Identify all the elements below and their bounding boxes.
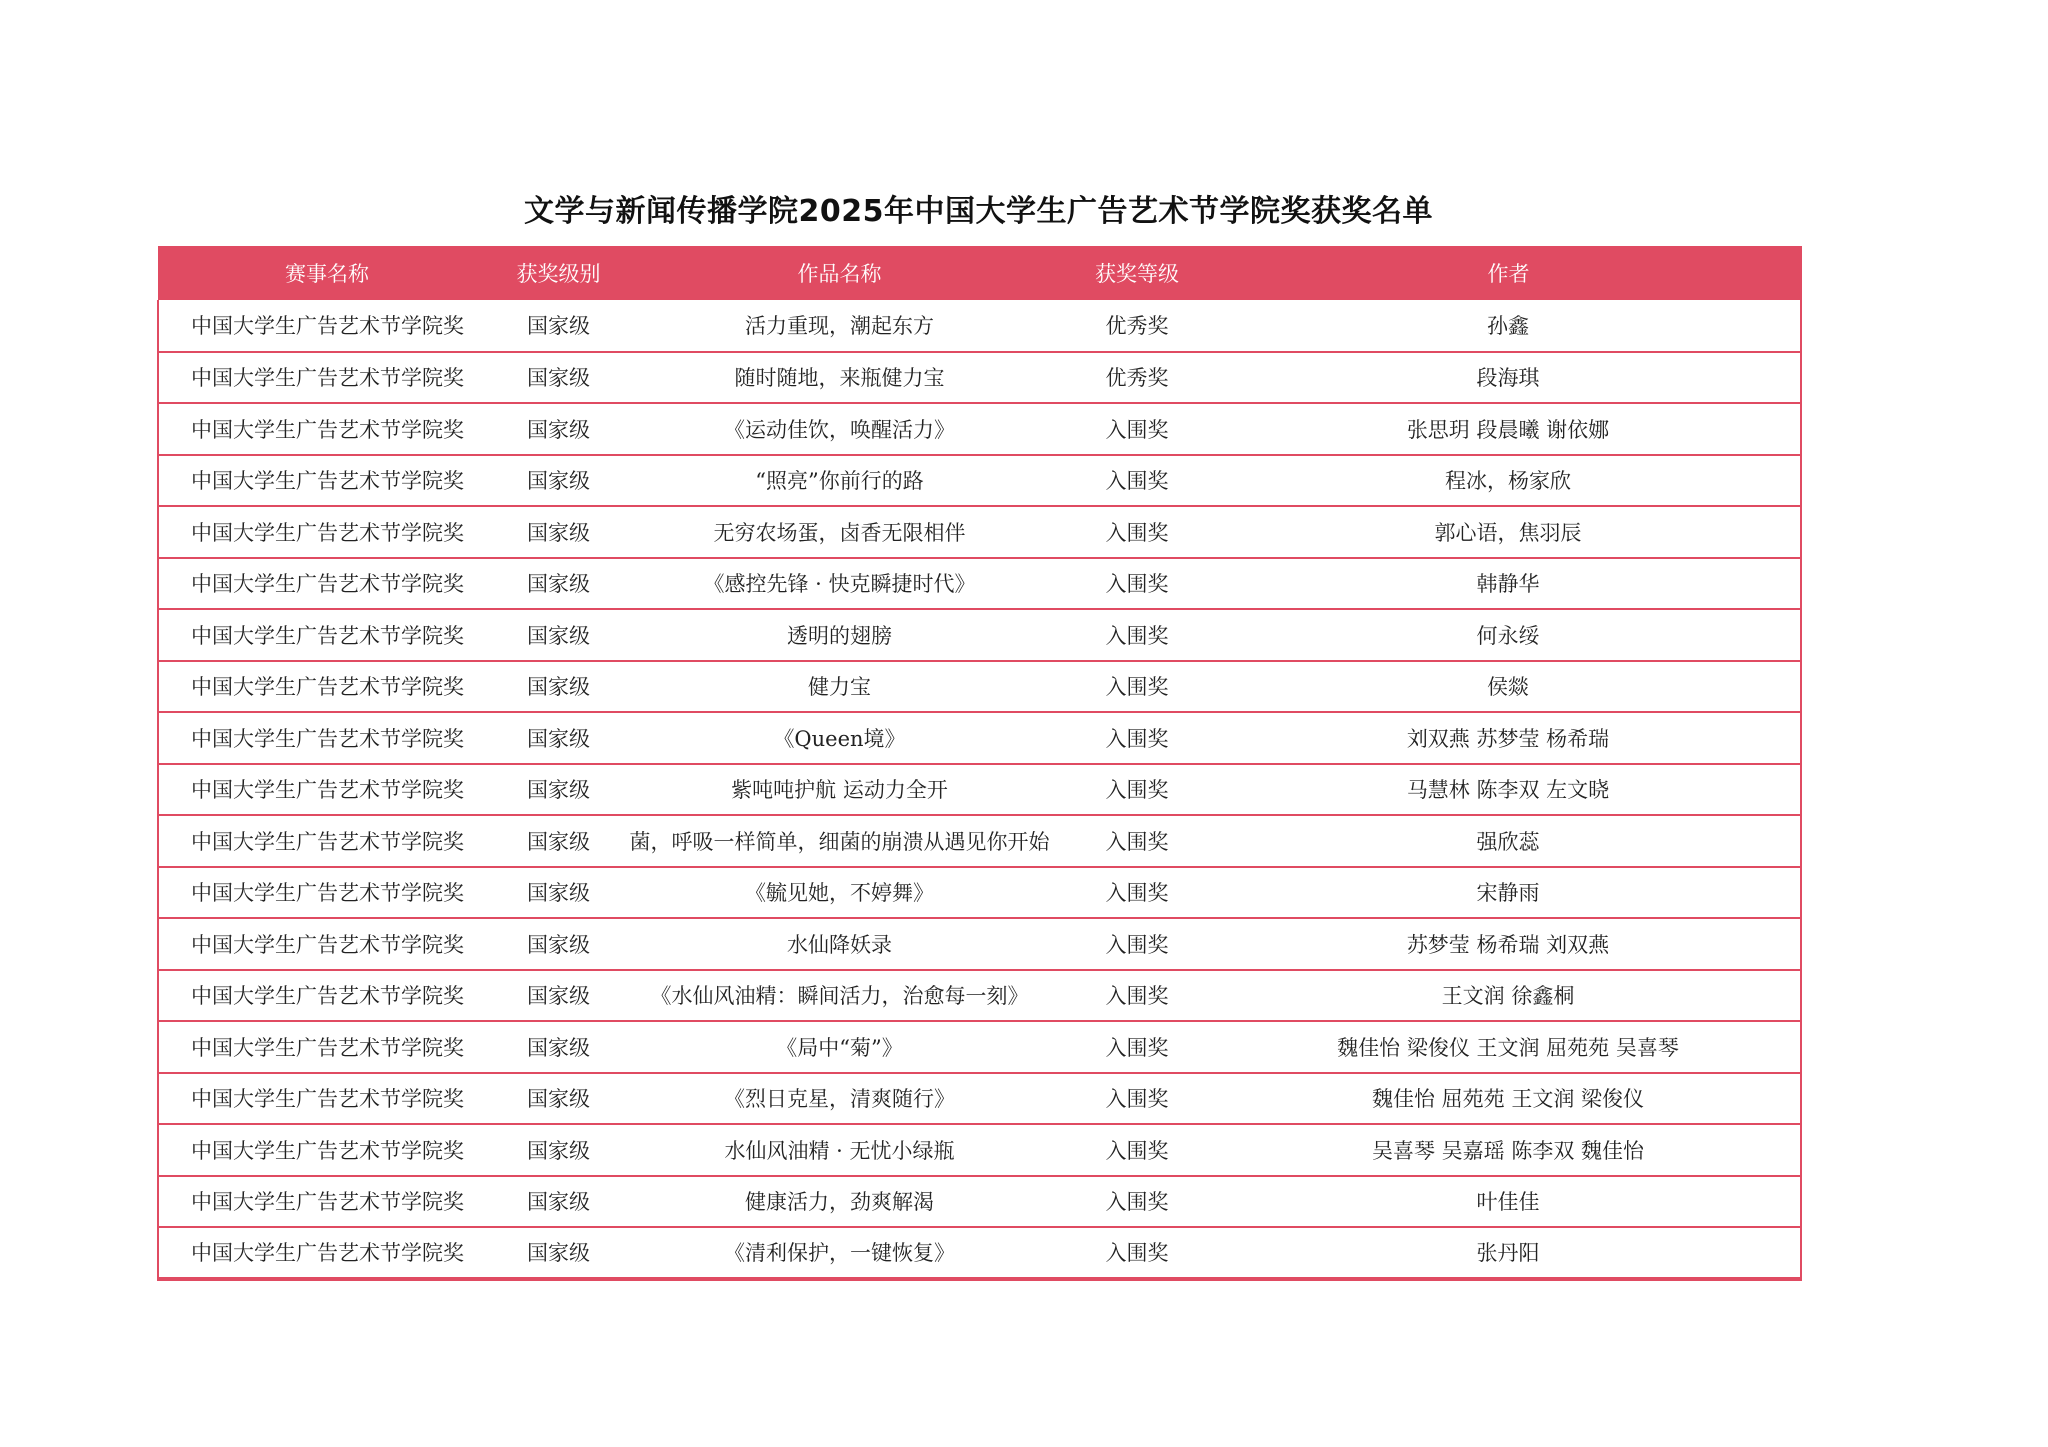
cell-level: 国家级 (496, 661, 621, 713)
cell-authors: 段海琪 (1216, 352, 1801, 404)
cell-award-grade: 入围奖 (1058, 918, 1216, 970)
cell-award-grade: 入围奖 (1058, 558, 1216, 610)
cell-competition: 中国大学生广告艺术节学院奖 (158, 712, 496, 764)
cell-competition: 中国大学生广告艺术节学院奖 (158, 1227, 496, 1279)
cell-level: 国家级 (496, 558, 621, 610)
cell-level: 国家级 (496, 764, 621, 816)
header-authors: 作者 (1216, 246, 1801, 300)
cell-level: 国家级 (496, 1073, 621, 1125)
cell-work-title: 活力重现，潮起东方 (621, 300, 1058, 352)
cell-authors: 郭心语，焦羽辰 (1216, 506, 1801, 558)
cell-work-title: 《清利保护，一键恢复》 (621, 1227, 1058, 1279)
cell-authors: 魏佳怡 梁俊仪 王文润 屈苑苑 吴喜琴 (1216, 1021, 1801, 1073)
cell-award-grade: 入围奖 (1058, 815, 1216, 867)
table-row (158, 352, 1801, 404)
cell-level: 国家级 (496, 1021, 621, 1073)
cell-competition: 中国大学生广告艺术节学院奖 (158, 455, 496, 507)
cell-level: 国家级 (496, 300, 621, 352)
cell-award-grade: 入围奖 (1058, 661, 1216, 713)
cell-award-grade: 入围奖 (1058, 1021, 1216, 1073)
header-competition: 赛事名称 (158, 246, 496, 300)
cell-authors: 强欣蕊 (1216, 815, 1801, 867)
cell-work-title: 《烈日克星，清爽随行》 (621, 1073, 1058, 1125)
cell-competition: 中国大学生广告艺术节学院奖 (158, 661, 496, 713)
cell-authors: 王文润 徐鑫桐 (1216, 970, 1801, 1022)
table-row (158, 1227, 1801, 1279)
cell-authors: 叶佳佳 (1216, 1176, 1801, 1228)
cell-level: 国家级 (496, 815, 621, 867)
cell-competition: 中国大学生广告艺术节学院奖 (158, 1073, 496, 1125)
cell-award-grade: 入围奖 (1058, 455, 1216, 507)
cell-award-grade: 入围奖 (1058, 1073, 1216, 1125)
cell-authors: 韩静华 (1216, 558, 1801, 610)
cell-award-grade: 入围奖 (1058, 1227, 1216, 1279)
cell-level: 国家级 (496, 403, 621, 455)
cell-work-title: 《水仙风油精：瞬间活力，治愈每一刻》 (621, 970, 1058, 1022)
table-row (158, 506, 1801, 558)
cell-award-grade: 入围奖 (1058, 609, 1216, 661)
cell-authors: 魏佳怡 屈苑苑 王文润 梁俊仪 (1216, 1073, 1801, 1125)
table-row (158, 712, 1801, 764)
cell-competition: 中国大学生广告艺术节学院奖 (158, 558, 496, 610)
cell-level: 国家级 (496, 609, 621, 661)
cell-competition: 中国大学生广告艺术节学院奖 (158, 1021, 496, 1073)
table-row (158, 1176, 1801, 1228)
table-body (158, 300, 1801, 1279)
cell-authors: 张丹阳 (1216, 1227, 1801, 1279)
cell-competition: 中国大学生广告艺术节学院奖 (158, 352, 496, 404)
table-row (158, 1021, 1801, 1073)
cell-level: 国家级 (496, 712, 621, 764)
cell-level: 国家级 (496, 1124, 621, 1176)
cell-authors: 马慧林 陈李双 左文晓 (1216, 764, 1801, 816)
cell-authors: 何永绥 (1216, 609, 1801, 661)
cell-work-title: 健康活力，劲爽解渴 (621, 1176, 1058, 1228)
cell-level: 国家级 (496, 455, 621, 507)
cell-authors: 刘双燕 苏梦莹 杨希瑞 (1216, 712, 1801, 764)
cell-work-title: 水仙风油精 · 无忧小绿瓶 (621, 1124, 1058, 1176)
cell-work-title: 透明的翅膀 (621, 609, 1058, 661)
cell-level: 国家级 (496, 1176, 621, 1228)
cell-authors: 张思玥 段晨曦 谢依娜 (1216, 403, 1801, 455)
cell-work-title: 随时随地，来瓶健力宝 (621, 352, 1058, 404)
cell-work-title: 《Queen境》 (621, 712, 1058, 764)
cell-authors: 吴喜琴 吴嘉瑶 陈李双 魏佳怡 (1216, 1124, 1801, 1176)
cell-authors: 侯燚 (1216, 661, 1801, 713)
cell-work-title: 《感控先锋 · 快克瞬捷时代》 (621, 558, 1058, 610)
cell-award-grade: 入围奖 (1058, 970, 1216, 1022)
cell-competition: 中国大学生广告艺术节学院奖 (158, 1176, 496, 1228)
table-row (158, 764, 1801, 816)
table-row (158, 403, 1801, 455)
cell-competition: 中国大学生广告艺术节学院奖 (158, 815, 496, 867)
cell-level: 国家级 (496, 506, 621, 558)
cell-authors: 苏梦莹 杨希瑞 刘双燕 (1216, 918, 1801, 970)
cell-award-grade: 优秀奖 (1058, 352, 1216, 404)
cell-award-grade: 入围奖 (1058, 712, 1216, 764)
table-row (158, 1073, 1801, 1125)
table-header-row (158, 246, 1801, 300)
cell-work-title: 菌，呼吸一样简单，细菌的崩溃从遇见你开始 (621, 815, 1058, 867)
table-row (158, 661, 1801, 713)
cell-award-grade: 优秀奖 (1058, 300, 1216, 352)
cell-work-title: 水仙降妖录 (621, 918, 1058, 970)
cell-work-title: 健力宝 (621, 661, 1058, 713)
cell-award-grade: 入围奖 (1058, 764, 1216, 816)
award-table (157, 246, 1802, 1281)
table-row (158, 300, 1801, 352)
cell-competition: 中国大学生广告艺术节学院奖 (158, 970, 496, 1022)
header-work-title: 作品名称 (621, 246, 1058, 300)
header-award-grade: 获奖等级 (1058, 246, 1216, 300)
cell-competition: 中国大学生广告艺术节学院奖 (158, 1124, 496, 1176)
cell-award-grade: 入围奖 (1058, 403, 1216, 455)
cell-competition: 中国大学生广告艺术节学院奖 (158, 867, 496, 919)
cell-authors: 孙鑫 (1216, 300, 1801, 352)
cell-award-grade: 入围奖 (1058, 867, 1216, 919)
cell-competition: 中国大学生广告艺术节学院奖 (158, 609, 496, 661)
cell-work-title: “照亮”你前行的路 (621, 455, 1058, 507)
table-row (158, 815, 1801, 867)
cell-level: 国家级 (496, 1227, 621, 1279)
cell-work-title: 《运动佳饮，唤醒活力》 (621, 403, 1058, 455)
cell-award-grade: 入围奖 (1058, 1124, 1216, 1176)
cell-authors: 宋静雨 (1216, 867, 1801, 919)
table-row (158, 1124, 1801, 1176)
cell-level: 国家级 (496, 918, 621, 970)
cell-authors: 程冰，杨家欣 (1216, 455, 1801, 507)
cell-competition: 中国大学生广告艺术节学院奖 (158, 403, 496, 455)
cell-level: 国家级 (496, 352, 621, 404)
table-row (158, 970, 1801, 1022)
cell-work-title: 紫吨吨护航 运动力全开 (621, 764, 1058, 816)
page-title: 文学与新闻传播学院2025年中国大学生广告艺术节学院奖获奖名单 (524, 194, 1433, 229)
cell-competition: 中国大学生广告艺术节学院奖 (158, 300, 496, 352)
cell-award-grade: 入围奖 (1058, 1176, 1216, 1228)
table-row (158, 455, 1801, 507)
cell-level: 国家级 (496, 867, 621, 919)
cell-award-grade: 入围奖 (1058, 506, 1216, 558)
table-row (158, 558, 1801, 610)
table-row (158, 867, 1801, 919)
cell-work-title: 无穷农场蛋，卤香无限相伴 (621, 506, 1058, 558)
cell-work-title: 《局中“菊”》 (621, 1021, 1058, 1073)
cell-competition: 中国大学生广告艺术节学院奖 (158, 764, 496, 816)
table-row (158, 609, 1801, 661)
cell-competition: 中国大学生广告艺术节学院奖 (158, 506, 496, 558)
cell-level: 国家级 (496, 970, 621, 1022)
cell-competition: 中国大学生广告艺术节学院奖 (158, 918, 496, 970)
cell-work-title: 《毓见她，不婷舞》 (621, 867, 1058, 919)
table-row (158, 918, 1801, 970)
header-level: 获奖级别 (496, 246, 621, 300)
